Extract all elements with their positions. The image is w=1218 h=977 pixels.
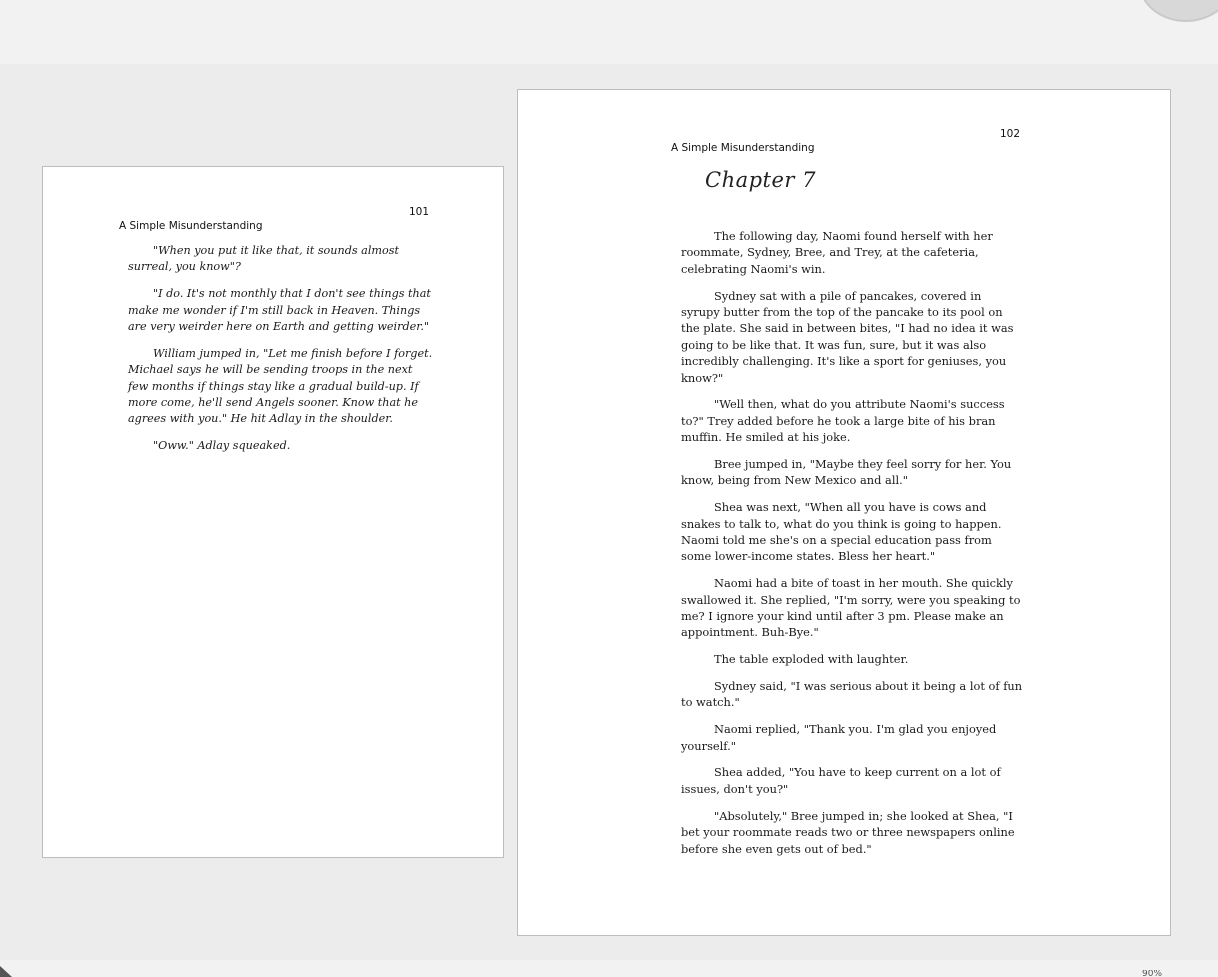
paragraph: William jumped in, "Let me finish before I forget. Michael says he will be sending troops in the next few months if things stay like a gradual build-up. If more come, he'll send Angels sooner. Know that he agrees with you." He hit Adlay in the shoulder. [128, 346, 433, 426]
document-page-101 [42, 166, 504, 858]
corner-arrow-icon[interactable] [0, 966, 12, 977]
running-header-title: A Simple Misunderstanding [671, 142, 815, 154]
paragraph: The table exploded with laughter. [714, 652, 909, 667]
viewer-top-bar [0, 0, 1218, 64]
paragraph: Shea added, "You have to keep current on a lot of issues, don't you?" [681, 765, 1001, 796]
status-bar [0, 960, 1218, 977]
paragraph: Sydney sat with a pile of pancakes, covered in syrupy butter from the top of the pancake to its pool on the plate. She said in between bites, "I had no idea it was going to be like that. It was fun, sure, but it was also incredibly challenging. It's like a sport for geniuses, you know?" [681, 288, 1014, 385]
page-body [128, 243, 436, 465]
chapter-heading: Chapter 7 [705, 168, 816, 192]
paragraph: Naomi replied, "Thank you. I'm glad you enjoyed yourself." [681, 722, 997, 753]
paragraph: Shea was next, "When all you have is cows and snakes to talk to, what do you think is going to happen. Naomi told me she's on a special education pass from some lower-income states. Bless her heart." [681, 500, 1002, 564]
paragraph: Bree jumped in, "Maybe they feel sorry for her. You know, being from New Mexico and all." [681, 457, 1012, 488]
page-body [681, 228, 1023, 867]
paragraph: "Absolutely," Bree jumped in; she looked at Shea, "I bet your roommate reads two or three newspapers online before she even gets out of bed." [681, 808, 1015, 856]
zoom-level-label[interactable]: 90% [1142, 970, 1163, 977]
paragraph: Naomi had a bite of toast in her mouth. She quickly swallowed it. She replied, "I'm sorry, were you speaking to me? I ignore your kind until after 3 pm. Please make an appointment. Buh-Bye." [681, 576, 1021, 640]
paragraph: "Oww." Adlay squeaked. [153, 439, 291, 453]
page-number: 101 [409, 206, 430, 218]
running-header-title: A Simple Misunderstanding [119, 220, 263, 232]
paragraph: "When you put it like that, it sounds almost surreal, you know"? [128, 244, 399, 274]
paragraph: "I do. It's not monthly that I don't see things that make me wonder if I'm still back in Heaven. Things are very weirder here on Earth and getting weirder." [128, 287, 431, 334]
paragraph: Sydney said, "I was serious about it being a lot of fun to watch." [681, 679, 1023, 710]
page-number: 102 [1000, 128, 1021, 140]
paragraph: "Well then, what do you attribute Naomi's success to?" Trey added before he took a large bite of his bran muffin. He smiled at his joke. [681, 397, 1005, 445]
paragraph: The following day, Naomi found herself with her roommate, Sydney, Bree, and Trey, at the cafeteria, celebrating Naomi's win. [681, 229, 993, 276]
document-page-102 [517, 89, 1171, 936]
